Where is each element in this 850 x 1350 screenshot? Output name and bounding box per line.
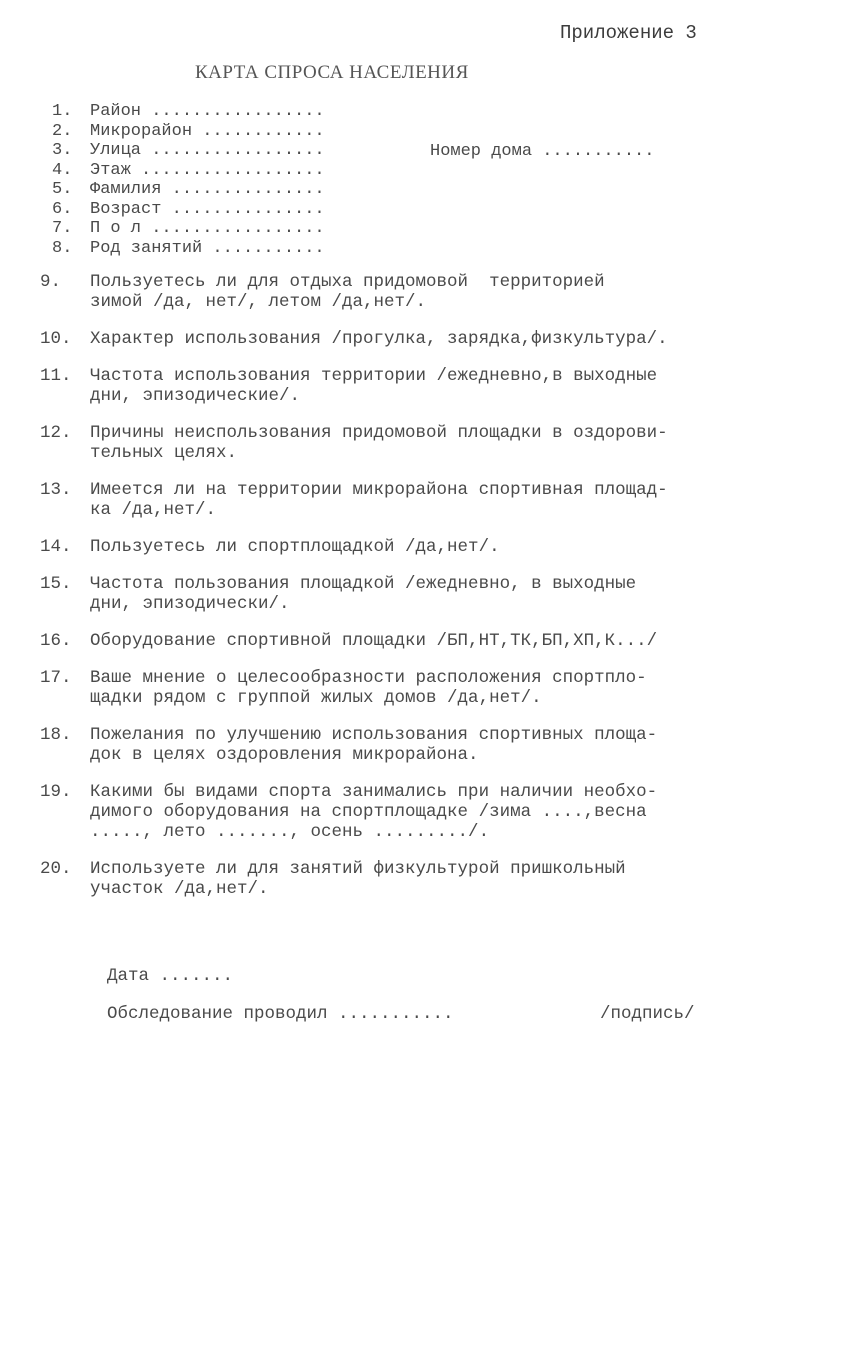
date-line: Дата ....... <box>107 966 234 986</box>
question-item: 11. Частота использования территории /ежедневно,в выходные дни, эпизодические/. <box>40 366 658 406</box>
question-item: 16. Оборудование спортивной площадки /БП,НТ,ТК,БП,ХП,К.../ <box>40 631 658 651</box>
field-microdistrict: 2. Микрорайон ............ <box>52 121 325 141</box>
field-age: 6. Возраст ............... <box>52 199 325 219</box>
appendix-label: Приложение 3 <box>560 22 697 44</box>
field-sex: 7. П о л ................. <box>52 219 325 238</box>
field-house-number: Номер дома ........... <box>430 142 655 161</box>
field-surname: 5. Фамилия ............... <box>52 180 325 199</box>
signature-label: /подпись/ <box>600 1004 695 1024</box>
surveyed-by-line: Обследование проводил ........... <box>107 1004 454 1024</box>
field-street: 3. Улица ................. <box>52 141 325 160</box>
field-occupation: 8. Род занятий ........... <box>52 238 325 258</box>
question-item: 15. Частота пользования площадкой /ежедневно, в выходные дни, эпизодически/. <box>40 574 637 614</box>
question-item: 17. Ваше мнение о целесообразности расположения спортпло- щадки рядом с группой жилых домов /да,нет/. <box>40 668 647 708</box>
field-district: 1. Район ................. <box>52 102 325 121</box>
personal-fields <box>52 102 325 258</box>
field-floor: 4. Этаж .................. <box>52 160 325 180</box>
question-item: 18. Пожелания по улучшению использования спортивных площа- док в целях оздоровления микрорайона. <box>40 725 658 765</box>
question-item: 14. Пользуетесь ли спортплощадкой /да,нет/. <box>40 537 500 557</box>
question-list <box>40 272 830 899</box>
question-item: 10. Характер использования /прогулка, зарядка,физкультура/. <box>40 329 668 349</box>
question-item: 13. Имеется ли на территории микрорайона спортивная площад- ка /да,нет/. <box>40 480 668 520</box>
document-title: КАРТА СПРОСА НАСЕЛЕНИЯ <box>195 62 469 83</box>
question-item: 19. Какими бы видами спорта занимались при наличии необхо- димого оборудования на спортплощадке /зима ....,весна ....., лето ......., осень ........./. <box>40 782 658 842</box>
question-item: 20. Используете ли для занятий физкультурой пришкольный участок /да,нет/. <box>40 859 626 899</box>
question-item: 9. Пользуетесь ли для отдыха придомовой территорией зимой /да, нет/, летом /да,нет/. <box>40 272 605 312</box>
question-item: 12. Причины неиспользования придомовой площадки в оздорови- тельных целях. <box>40 423 668 463</box>
